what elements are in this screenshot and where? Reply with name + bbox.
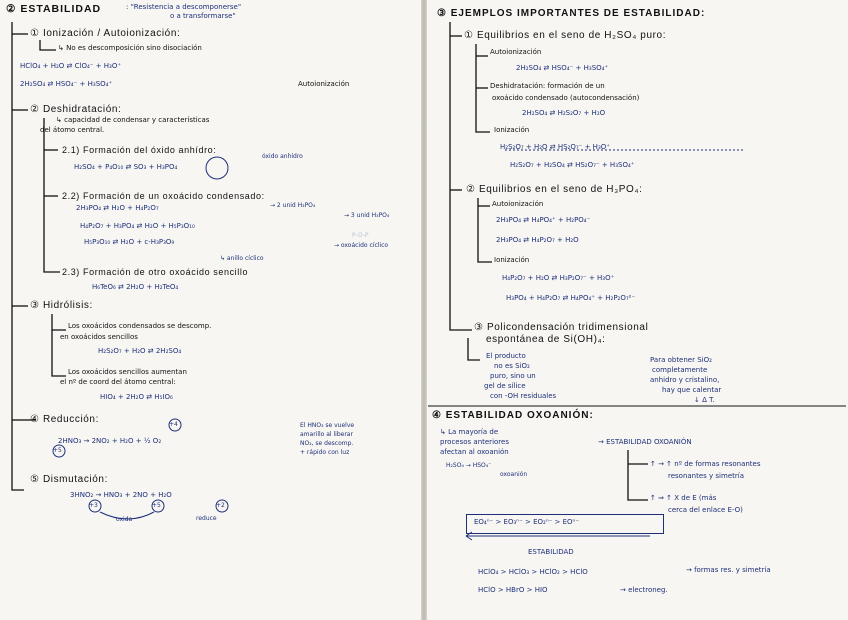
s4-row-1: HClO₄ > HClO₃ > HClO₂ > HClO (478, 568, 588, 576)
d22-eq-2: H₄P₂O₇ + H₃PO₄ ⇄ H₂O + H₅P₃O₁₀ (80, 222, 195, 230)
s4-text-3: afectan al oxoanión (440, 448, 509, 456)
e1-title: ① Equilibrios en el seno de H₂SO₄ puro: (464, 30, 667, 41)
s4-row-1-note: → formas res. y simetría (686, 566, 771, 574)
d22-anillo: ↳ anillo cíclico (220, 255, 264, 262)
section-4-title: ④ ESTABILIDAD OXOANIÓN: (432, 410, 594, 421)
s4-example-1: H₂SO₄ → HSO₄⁻ (446, 462, 492, 469)
e2-ionizacion-eq-2: H₃PO₄ + H₄P₂O₇ ⇄ H₄PO₄⁺ + H₂P₂O₇²⁻ (506, 294, 636, 302)
s4-row-2-note: → electroneg. (620, 586, 668, 594)
dismutacion-ox-1: +3 (89, 502, 98, 509)
hidrolisis-eq-2: HIO₄ + 2H₂O ⇄ H₅IO₆ (100, 393, 173, 401)
s4-text-1: ↳ La mayoría de (440, 428, 499, 436)
e3-right-5: ↓ Δ T. (694, 396, 715, 404)
e3-right-1: Para obtener SiO₂ (650, 356, 712, 364)
e3-right-4: hay que calentar (662, 386, 722, 394)
e1-autoionizacion-label: Autoionización (490, 48, 542, 56)
e3-text-1: El producto (486, 352, 526, 360)
e1-deshidratacion-eq: 2H₂SO₄ ⇄ H₂S₂O₇ + H₂O (522, 109, 606, 117)
reduccion-eq: 2HNO₃ → 2NO₂ + H₂O + ½ O₂ (58, 437, 162, 445)
e3-text-3: puro, sino un (490, 372, 536, 380)
ionizacion-eq-1: HClO₄ + H₂O ⇄ ClO₄⁻ + H₃O⁺ (20, 62, 122, 70)
e3-right-2: completamente (652, 366, 708, 374)
ionizacion-title: ① Ionización / Autoionización: (30, 28, 181, 39)
e2-ionizacion-eq-1: H₄P₂O₇ + H₂O ⇄ H₃P₂O₇⁻ + H₃O⁺ (502, 274, 615, 282)
d23-eq: H₆TeO₆ ⇄ 2H₂O + H₂TeO₄ (92, 283, 179, 291)
hidrolisis-text-4: el nº de coord del átomo central: (60, 378, 176, 386)
section-3-title: ③ EJEMPLOS IMPORTANTES DE ESTABILIDAD: (437, 8, 706, 19)
d22-eq-3-note-2: P-O-P (352, 232, 369, 239)
hidrolisis-text-1: Los oxoácidos condensados se descomp. (68, 322, 212, 330)
s4-arrow-label: → ESTABILIDAD OXOANIÓN (598, 438, 692, 446)
dismutacion-ox-2: +5 (152, 502, 161, 509)
e2-autoionizacion-label: Autoionización (492, 200, 544, 208)
d22-eq-3-note: → oxoácido cíclico (334, 242, 389, 249)
e1-autoionizacion-eq: 2H₂SO₄ ⇄ HSO₄⁻ + H₃SO₄⁺ (516, 64, 609, 72)
e1-ionizacion-eq-1: H₂S₂O₇ + H₂O ⇄ HS₂O₇⁻ + H₃O⁺ (500, 143, 610, 151)
d21-title: 2.1) Formación del óxido anhídro: (62, 145, 217, 155)
s4-up-1a: ↑ → ↑ nº de formas resonantes (650, 460, 761, 468)
hidrolisis-text-3: Los oxoácidos sencillos aumentan (68, 368, 187, 376)
e1-ionizacion-eq-2: H₂S₂O₇ + H₂SO₄ ⇄ HS₂O₇⁻ + H₃SO₄⁺ (510, 161, 635, 169)
s4-up-1b: resonantes y simetría (668, 472, 744, 480)
d22-title: 2.2) Formación de un oxoácido condensado: (62, 191, 265, 201)
s4-up-2b: cerca del enlace E-O) (668, 506, 743, 514)
deshidratacion-note-1: ↳ capacidad de condensar y características (56, 116, 210, 124)
e3-title-1: ③ Policondensación tridimensional (474, 322, 649, 333)
ionizacion-note: ↳ No es descomposición sino disociación (58, 44, 202, 52)
e1-deshidratacion-2: oxoácido condensado (autocondensación) (492, 94, 640, 102)
hidrolisis-title: ③ Hidrólisis: (30, 300, 93, 311)
hidrolisis-eq-1: H₂S₂O₇ + H₂O ⇄ 2H₂SO₄ (98, 347, 182, 355)
ionizacion-eq-2: 2H₂SO₄ ⇄ HSO₄⁻ + H₃SO₄⁺ (20, 80, 113, 88)
section-2-definition: : "Resistencia a descomponerse" (126, 3, 242, 11)
section-2-title: ② ESTABILIDAD (6, 3, 102, 15)
reduccion-note-4: + rápido con luz (300, 449, 350, 456)
e3-text-2: no es SiO₂ (494, 362, 530, 370)
d21-eq: H₂SO₄ + P₄O₁₀ ⇄ SO₃ + H₃PO₄ (74, 163, 178, 171)
section-2-definition-2: o a transformarse" (170, 12, 236, 20)
reduccion-note-3: NO₂, se descomp. (300, 440, 354, 447)
reduccion-ox-1: +5 (53, 447, 62, 454)
e3-title-2: espontánea de Si(OH)₄: (486, 334, 606, 345)
s4-row-2: HClO > HBrO > HIO (478, 586, 548, 594)
s4-example-2: oxoanión (500, 471, 528, 478)
e3-right-3: anhidro y cristalino, (650, 376, 720, 384)
e2-autoionizacion-eq-2: 2H₃PO₄ ⇄ H₄P₂O₇ + H₂O (496, 236, 579, 244)
stability-order: EO₄ⁿ⁻ > EO₃ⁿ⁻ > EO₂ⁿ⁻ > EOⁿ⁻ (474, 518, 580, 526)
e2-title: ② Equilibrios en el seno de H₃PO₄: (466, 184, 643, 195)
reduccion-ox-2: +4 (169, 421, 178, 428)
stability-label: ESTABILIDAD (528, 548, 574, 556)
deshidratacion-note-2: del átomo central. (40, 126, 105, 134)
dismutacion-ox-3: +2 (216, 502, 225, 509)
notebook-gutter (421, 0, 427, 620)
d22-eq-3: H₅P₃O₁₀ ⇄ H₂O + c-H₃P₃O₉ (84, 238, 175, 246)
e2-autoionizacion-eq-1: 2H₃PO₄ ⇄ H₄PO₄⁺ + H₂PO₄⁻ (496, 216, 591, 224)
reduccion-note-2: amarillo al liberar (300, 431, 353, 438)
autoionizacion-label: Autoionización (298, 80, 350, 88)
d22-eq-2-note: → 3 unid H₃PO₄ (344, 212, 390, 219)
e3-text-4: gel de sílice (484, 382, 526, 390)
d23-title: 2.3) Formación de otro oxoácido sencillo (62, 267, 249, 277)
dismutacion-reduce: reduce (196, 515, 217, 522)
d21-note: óxido anhídro (262, 153, 303, 160)
hidrolisis-text-2: en oxoácidos sencillos (60, 333, 138, 341)
s4-text-2: procesos anteriores (440, 438, 509, 446)
dismutacion-eq: 3HNO₂ → HNO₃ + 2NO + H₂O (70, 491, 172, 499)
dismutacion-oxida: oxida (116, 516, 133, 523)
d22-eq-1: 2H₃PO₄ ⇄ H₂O + H₄P₂O₇ (76, 204, 159, 212)
dismutacion-title: ⑤ Dismutación: (30, 474, 108, 485)
s4-up-2a: ↑ ⇒ ↑ X de E (más (650, 494, 717, 502)
e2-ionizacion-label: Ionización (494, 256, 530, 264)
e1-ionizacion-label: Ionización (494, 126, 530, 134)
e3-text-5: con -OH residuales (490, 392, 557, 400)
e1-deshidratacion-1: Deshidratación: formación de un (490, 82, 605, 90)
reduccion-note-1: El HNO₃ se vuelve (300, 422, 355, 429)
deshidratacion-title: ② Deshidratación: (30, 104, 122, 115)
reduccion-title: ④ Reducción: (30, 414, 99, 425)
d22-eq-1-note: → 2 unid H₃PO₄ (270, 202, 316, 209)
